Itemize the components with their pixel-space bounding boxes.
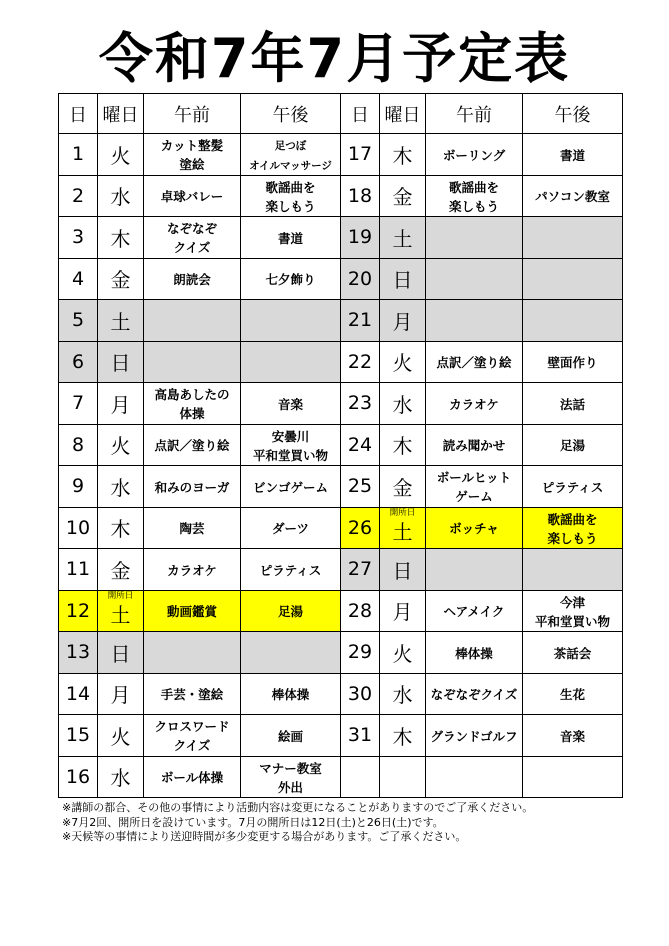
afternoon-activity: [241, 632, 341, 674]
day-number-text: 17: [347, 143, 373, 166]
schedule-row: [59, 424, 623, 466]
morning-activity: [426, 300, 523, 342]
afternoon-activity: [241, 715, 341, 757]
day-number: [341, 424, 380, 466]
morning-activity-text: ボーリング: [442, 147, 506, 163]
day-number: [59, 632, 98, 674]
schedule-row: [59, 507, 623, 549]
morning-activity-text: グランドゴルフ: [430, 728, 518, 744]
weekday-cell: [380, 217, 426, 259]
morning-activity: [144, 175, 241, 217]
afternoon-activity-text: 壁面作り: [547, 355, 598, 371]
day-number-text: 6: [71, 350, 85, 373]
morning-activity: [426, 424, 523, 466]
morning-activity-text: 陶芸: [179, 521, 205, 537]
morning-activity: [426, 341, 523, 383]
weekday-cell: [380, 424, 426, 466]
weekday-cell: [380, 300, 426, 342]
afternoon-activity-text: ピラティス: [259, 562, 322, 578]
morning-activity-text: 手芸・塗絵: [160, 687, 224, 703]
morning-activity-text: 卓球バレー: [160, 189, 224, 205]
day-number: [59, 756, 98, 798]
page-title: 令和7年7月予定表: [98, 27, 571, 90]
day-number: [59, 134, 98, 176]
afternoon-activity-text: 法話: [559, 396, 585, 412]
morning-activity: [144, 383, 241, 425]
weekday-cell-text: 土: [110, 309, 131, 334]
morning-activity-text: なぞなぞ クイズ: [166, 221, 217, 256]
morning-activity-text: 点訳／塗り絵: [154, 438, 230, 454]
weekday-cell: [380, 258, 426, 300]
weekday-cell-text: 木: [392, 434, 413, 459]
header-weekday: 曜日: [380, 94, 426, 134]
weekday-cell: [98, 673, 144, 715]
afternoon-activity: [241, 590, 341, 632]
header-row: [59, 94, 623, 134]
day-number: [341, 258, 380, 300]
day-number-text: 7: [71, 392, 85, 415]
weekday-cell: [98, 424, 144, 466]
afternoon-activity: [241, 217, 341, 259]
morning-activity: [426, 632, 523, 674]
morning-activity-text: ボッチャ: [449, 521, 499, 537]
morning-activity-text: 高島あしたの 体操: [154, 387, 230, 422]
weekday-cell: [380, 134, 426, 176]
weekday-cell-text: 金: [110, 268, 131, 293]
weekday-cell: [380, 383, 426, 425]
schedule-row: [59, 715, 623, 757]
morning-activity: [426, 549, 523, 591]
morning-activity: [426, 258, 523, 300]
morning-activity: [426, 383, 523, 425]
weekday-cell-text: 火: [392, 351, 413, 376]
afternoon-activity-text: 歌謡曲を 楽しもう: [265, 179, 316, 214]
day-number: [59, 300, 98, 342]
day-number: [341, 217, 380, 259]
day-number-text: 5: [71, 309, 85, 332]
afternoon-activity: [523, 258, 623, 300]
afternoon-activity-text: 今津 平和堂買い物: [534, 594, 610, 629]
morning-activity: [144, 300, 241, 342]
schedule-row: [59, 300, 623, 342]
weekday-cell: [98, 217, 144, 259]
morning-activity-text: クロスワード クイズ: [154, 719, 230, 754]
weekday-cell-text: 月: [392, 600, 413, 625]
afternoon-activity: [241, 507, 341, 549]
morning-activity: [426, 673, 523, 715]
header-morning: 午前: [144, 94, 241, 134]
weekday-cell-text: 金: [392, 475, 413, 500]
header-afternoon: 午後: [241, 94, 341, 134]
afternoon-activity-text: 書道: [559, 147, 585, 163]
day-number-text: 19: [347, 226, 373, 249]
afternoon-activity: [241, 383, 341, 425]
weekday-cell: [98, 383, 144, 425]
day-number: [341, 175, 380, 217]
afternoon-activity: [523, 424, 623, 466]
schedule-row: [59, 217, 623, 259]
weekday-cell: [98, 134, 144, 176]
day-number: [59, 590, 98, 632]
afternoon-activity: [241, 134, 341, 176]
morning-activity: [144, 673, 241, 715]
morning-activity: [426, 466, 523, 508]
weekday-cell: [380, 756, 426, 798]
morning-activity: [144, 258, 241, 300]
schedule-row: [59, 175, 623, 217]
afternoon-activity-text: 音楽: [277, 396, 303, 412]
footnote: ※講師の都合、その他の事情により活動内容は変更になることがありますのでご了承ください。: [62, 801, 534, 814]
afternoon-activity: [523, 175, 623, 217]
morning-activity-text: 和みのヨーガ: [154, 479, 230, 495]
morning-activity-text: ボール体操: [160, 770, 224, 786]
weekday-cell: [380, 507, 426, 549]
header-day: 日: [59, 94, 98, 134]
day-number-text: 30: [347, 682, 373, 705]
morning-activity: [144, 217, 241, 259]
day-number: [59, 217, 98, 259]
weekday-cell: [98, 549, 144, 591]
morning-activity: [144, 466, 241, 508]
morning-activity: [144, 632, 241, 674]
afternoon-activity-text: 七夕飾り: [265, 272, 316, 288]
weekday-cell-text: 火: [110, 724, 131, 749]
weekday-cell: [380, 341, 426, 383]
weekday-cell-text: 月: [110, 683, 131, 708]
day-number-text: 9: [71, 475, 85, 498]
afternoon-activity: [523, 756, 623, 798]
afternoon-activity-text: マナー教室 外出: [259, 760, 322, 795]
morning-activity-text: 点訳／塗り絵: [436, 355, 512, 371]
schedule-row: [59, 466, 623, 508]
morning-activity: [144, 507, 241, 549]
afternoon-activity-text: 絵画: [277, 728, 303, 744]
afternoon-activity: [241, 466, 341, 508]
afternoon-activity: [241, 424, 341, 466]
day-number-text: 27: [347, 558, 373, 581]
afternoon-activity-text: 歌謡曲を 楽しもう: [547, 511, 598, 546]
weekday-cell-text: 水: [110, 766, 131, 791]
day-number-text: 26: [347, 516, 373, 539]
weekday-cell: [98, 632, 144, 674]
afternoon-activity-text: 生花: [559, 687, 585, 703]
afternoon-activity: [241, 341, 341, 383]
afternoon-activity: [523, 673, 623, 715]
morning-activity: [144, 424, 241, 466]
morning-activity-text: 棒体操: [455, 645, 493, 661]
afternoon-activity-text: 書道: [277, 230, 303, 246]
afternoon-activity: [523, 217, 623, 259]
day-number: [341, 341, 380, 383]
day-number-text: 10: [65, 516, 91, 539]
day-number: [59, 549, 98, 591]
day-number: [341, 300, 380, 342]
afternoon-activity: [523, 341, 623, 383]
weekday-cell: [380, 632, 426, 674]
weekday-cell: [98, 466, 144, 508]
schedule-row: [59, 673, 623, 715]
day-number: [341, 715, 380, 757]
day-number-text: 25: [347, 475, 373, 498]
weekday-cell: [98, 258, 144, 300]
weekday-cell-text: 水: [392, 683, 413, 708]
day-number: [59, 466, 98, 508]
afternoon-activity-text: ダーツ: [271, 521, 309, 537]
open-day-badge: 開所日: [389, 507, 416, 518]
weekday-cell: [380, 175, 426, 217]
afternoon-activity-text: 足つぼ オイルマッサージ: [249, 140, 332, 173]
weekday-cell: [380, 466, 426, 508]
day-number: [341, 507, 380, 549]
afternoon-activity: [523, 134, 623, 176]
morning-activity: [144, 341, 241, 383]
afternoon-activity: [241, 175, 341, 217]
weekday-cell: [98, 590, 144, 632]
header-afternoon: 午後: [523, 94, 623, 134]
morning-activity: [144, 590, 241, 632]
weekday-cell-text: 火: [110, 434, 131, 459]
weekday-cell: [98, 756, 144, 798]
weekday-cell-text: 水: [110, 185, 131, 210]
weekday-cell-text: 土: [392, 226, 413, 251]
afternoon-activity: [241, 756, 341, 798]
day-number: [341, 466, 380, 508]
schedule-row: [59, 549, 623, 591]
weekday-cell: [380, 549, 426, 591]
morning-activity: [144, 549, 241, 591]
schedule-row: [59, 134, 623, 176]
day-number: [341, 756, 380, 798]
weekday-cell: [380, 590, 426, 632]
weekday-cell: [98, 507, 144, 549]
morning-activity: [144, 756, 241, 798]
day-number: [59, 258, 98, 300]
afternoon-activity: [523, 715, 623, 757]
day-number-text: 12: [65, 599, 91, 622]
morning-activity-text: カラオケ: [449, 396, 499, 412]
schedule-row: [59, 590, 623, 632]
weekday-cell-text: 木: [110, 226, 131, 251]
afternoon-activity-text: 音楽: [559, 728, 585, 744]
weekday-cell-text: 月: [110, 392, 131, 417]
morning-activity: [426, 756, 523, 798]
weekday-cell-text: 日: [392, 558, 413, 583]
morning-activity: [426, 134, 523, 176]
weekday-cell-text: 木: [392, 724, 413, 749]
footnote: ※7月2回、開所日を設けています。7月の開所日は12日(土)と26日(土)です。: [62, 815, 444, 829]
morning-activity: [426, 715, 523, 757]
weekday-cell-text: 日: [392, 268, 413, 293]
day-number-text: 21: [347, 309, 373, 332]
weekday-cell-text: 日: [110, 351, 131, 376]
day-number: [59, 383, 98, 425]
day-number: [341, 673, 380, 715]
afternoon-activity-text: 足湯: [277, 604, 303, 620]
morning-activity-text: なぞなぞクイズ: [430, 687, 518, 703]
day-number: [59, 507, 98, 549]
weekday-cell-text: 木: [110, 517, 131, 542]
header-weekday: 曜日: [98, 94, 144, 134]
weekday-cell-text: 金: [392, 185, 413, 210]
open-day-badge: 開所日: [107, 590, 134, 601]
day-number-text: 20: [347, 267, 373, 290]
day-number-text: 1: [71, 143, 85, 166]
morning-activity: [426, 217, 523, 259]
morning-activity-text: 朗読会: [173, 272, 211, 288]
day-number: [341, 549, 380, 591]
day-number-text: 15: [65, 724, 91, 747]
day-number-text: 4: [71, 267, 85, 290]
weekday-cell: [98, 341, 144, 383]
morning-activity-text: ヘアメイク: [443, 604, 505, 620]
afternoon-activity-text: ピラティス: [541, 479, 604, 495]
afternoon-activity-text: 茶話会: [553, 645, 592, 661]
weekday-cell-text: 火: [110, 143, 131, 168]
day-number: [59, 341, 98, 383]
day-number: [59, 715, 98, 757]
afternoon-activity: [241, 258, 341, 300]
schedule-table: [58, 93, 623, 798]
morning-activity: [144, 134, 241, 176]
weekday-cell-text: 木: [392, 143, 413, 168]
day-number: [59, 175, 98, 217]
weekday-cell: [380, 715, 426, 757]
day-number-text: 28: [347, 599, 373, 622]
morning-activity: [144, 715, 241, 757]
day-number: [341, 590, 380, 632]
weekday-cell-text: 土: [392, 520, 413, 545]
day-number-text: 18: [347, 184, 373, 207]
day-number: [341, 632, 380, 674]
afternoon-activity: [523, 632, 623, 674]
afternoon-activity: [523, 466, 623, 508]
day-number-text: 22: [347, 350, 373, 373]
footnote: ※天候等の事情により送迎時間が多少変更する場合があります。ご了承ください。: [62, 830, 467, 843]
day-number-text: 31: [347, 724, 373, 747]
morning-activity-text: 読み聞かせ: [442, 438, 506, 454]
day-number-text: 11: [65, 558, 91, 581]
weekday-cell-text: 土: [110, 603, 131, 628]
weekday-cell-text: 水: [392, 392, 413, 417]
weekday-cell-text: 日: [110, 641, 131, 666]
day-number-text: 16: [65, 765, 91, 788]
day-number-text: 14: [65, 682, 91, 705]
afternoon-activity: [523, 549, 623, 591]
schedule-row: [59, 383, 623, 425]
weekday-cell: [98, 175, 144, 217]
weekday-cell: [98, 715, 144, 757]
morning-activity: [426, 175, 523, 217]
afternoon-activity: [523, 590, 623, 632]
afternoon-activity: [241, 673, 341, 715]
weekday-cell: [380, 673, 426, 715]
day-number: [59, 673, 98, 715]
weekday-cell-text: 月: [392, 309, 413, 334]
morning-activity: [426, 507, 523, 549]
morning-activity-text: カラオケ: [167, 562, 217, 578]
header-day: 日: [341, 94, 380, 134]
morning-activity-text: ボールヒット ゲーム: [436, 470, 512, 505]
afternoon-activity-text: 棒体操: [271, 687, 310, 703]
afternoon-activity-text: パソコン教室: [535, 189, 610, 205]
morning-activity: [426, 590, 523, 632]
day-number: [341, 134, 380, 176]
afternoon-activity: [523, 507, 623, 549]
afternoon-activity-text: 足湯: [559, 438, 585, 454]
day-number: [59, 424, 98, 466]
weekday-cell-text: 火: [392, 641, 413, 666]
footnotes: [62, 801, 533, 845]
morning-activity-text: 動画鑑賞: [166, 604, 217, 620]
day-number-text: 2: [71, 184, 85, 207]
weekday-cell: [98, 300, 144, 342]
schedule-row: [59, 341, 623, 383]
afternoon-activity: [523, 383, 623, 425]
afternoon-activity-text: ビンゴゲーム: [252, 479, 328, 495]
afternoon-activity: [523, 300, 623, 342]
header-morning: 午前: [426, 94, 523, 134]
afternoon-activity: [241, 549, 341, 591]
schedule-row: [59, 632, 623, 674]
day-number-text: 29: [347, 641, 373, 664]
weekday-cell-text: 金: [110, 558, 131, 583]
day-number-text: 8: [71, 433, 85, 456]
day-number: [341, 383, 380, 425]
day-number-text: 23: [347, 392, 373, 415]
afternoon-activity: [241, 300, 341, 342]
day-number-text: 24: [347, 433, 373, 456]
morning-activity-text: カット整髪 塗絵: [160, 138, 224, 173]
afternoon-activity-text: 安曇川 平和堂買い物: [252, 428, 328, 463]
schedule-row: [59, 258, 623, 300]
day-number-text: 13: [65, 641, 91, 664]
morning-activity-text: 歌謡曲を 楽しもう: [448, 179, 499, 214]
schedule-row: [59, 756, 623, 798]
day-number-text: 3: [71, 226, 85, 249]
weekday-cell-text: 水: [110, 475, 131, 500]
